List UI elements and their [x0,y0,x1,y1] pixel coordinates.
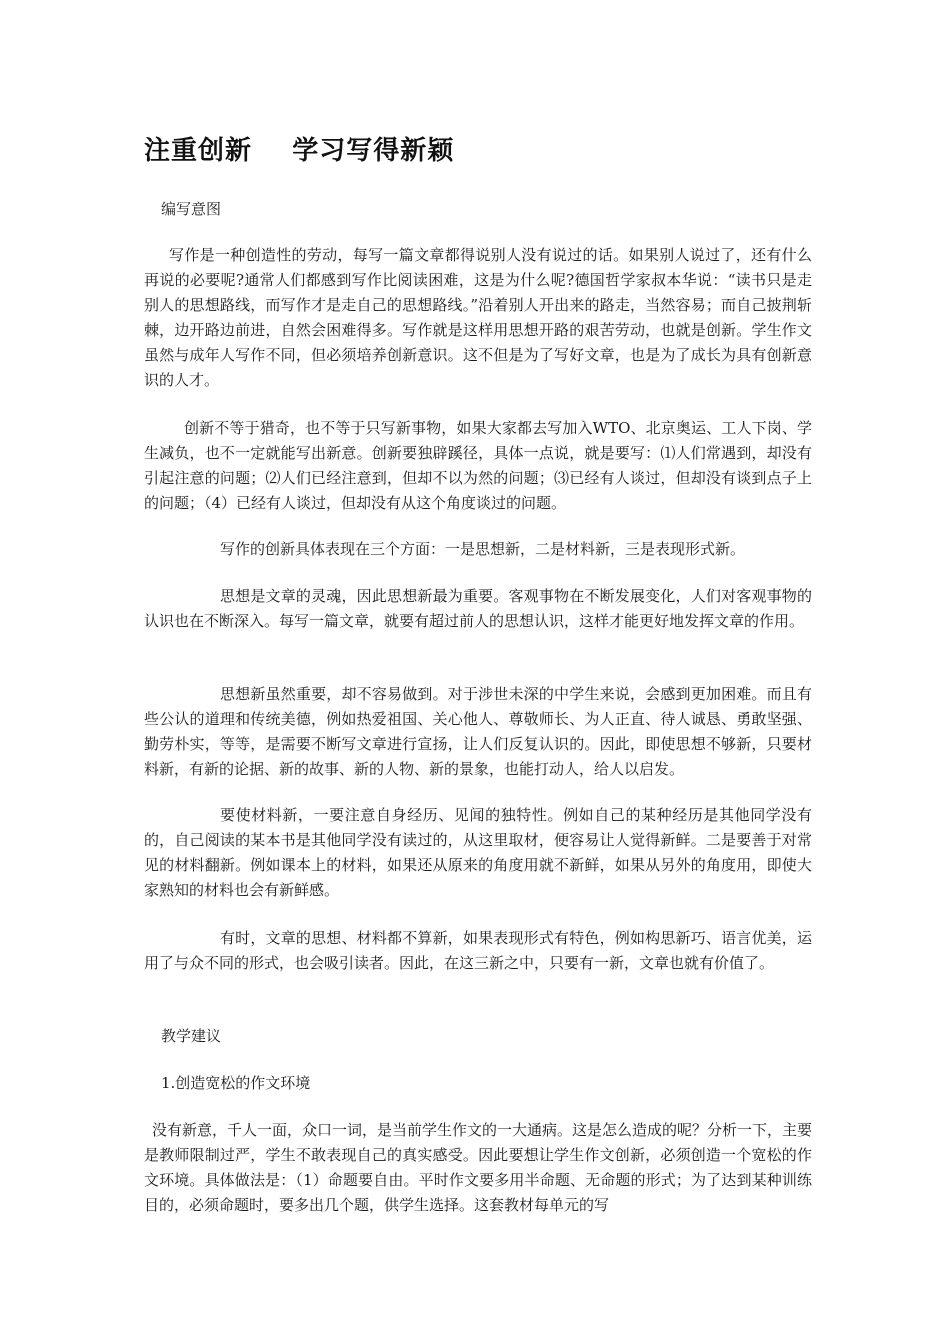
subheading-environment: 1.创造宽松的作文环境 [161,1074,311,1092]
paragraph-5: 思想新虽然重要，却不容易做到。对于涉世未深的中学生来说，会感到更加困难。而且有些公认的道理和传统美德，例如热爱祖国、关心他人、尊敬师长、为人正直、待人诚恳、勇敢坚强、勤劳朴实，等等，是需要不断写文章进行宣扬，让人们反复认识的。因此，即使思想不够新，只要材料新，有新的论据、新的故事、新的人物、新的景象，也能打动人，给人以启发。 [144,685,812,778]
section-heading-intent: 编写意图 [161,200,222,218]
paragraph-2: 创新不等于猎奇，也不等于只写新事物，如果大家都去写加入WTO、北京奥运、工人下岗、学生减负，也不一定就能写出新意。创新要独辟蹊径，具体一点说，就是要写：⑴人们常遇到，却没有引起注意的问题；⑵人们已经注意到，但却不以为然的问题；⑶已经有人谈过，但却没有谈到点子上的问题；（4）已经有人谈过，但却没有从这个角度谈过的问题。 [144,419,812,512]
paragraph-6: 要使材料新，一要注意自身经历、见闻的独特性。例如自己的某种经历是其他同学没有的，自己阅读的某本书是其他同学没有读过的，从这里取材，便容易让人觉得新鲜。二是要善于对常见的材料翻新。例如课本上的材料，如果还从原来的角度用就不新鲜，如果从另外的角度用，即使大家熟知的材料也会有新鲜感。 [144,806,812,899]
paragraph-1: 写作是一种创造性的劳动，每写一篇文章都得说别人没有说过的话。如果别人说过了，还有什么再说的必要呢?通常人们都感到写作比阅读困难，这是为什么呢?德国哲学家叔本华说：“读书只是走别人的思想路线，而写作才是走自己的思想路线。”沿着别人开出来的路走，当然容易；而自己披荆斩棘，边开路边前进，自然会困难得多。写作就是这样用思想开路的艰苦劳动，也就是创新。学生作文虽然与成年人写作不同，但必须培养创新意识。这不但是为了写好文章，也是为了成长为具有创新意识的人才。 [144,246,812,389]
paragraph-8: 没有新意，千人一面，众口一词，是当前学生作文的一大通病。这是怎么造成的呢？分析一下，主要是教师限制过严，学生不敢表现自己的真实感受。因此要想让学生作文创新，必须创造一个宽松的作文环境。具体做法是：（1）命题要自由。平时作文要多用半命题、无命题的形式；为了达到某种训练目的，必须命题时，要多出几个题，供学生选择。这套教材每单元的写 [144,1121,813,1214]
document-title: 注重创新 学习写得新颖 [144,136,455,166]
paragraph-3: 写作的创新具体表现在三个方面：一是思想新，二是材料新，三是表现形式新。 [220,540,746,558]
paragraph-4: 思想是文章的灵魂，因此思想新最为重要。客观事物在不断发展变化，人们对客观事物的认识也在不断深入。每写一篇文章，就要有超过前人的思想认识，这样才能更好地发挥文章的作用。 [144,587,812,630]
paragraph-7: 有时，文章的思想、材料都不算新，如果表现形式有特色，例如构思新巧、语言优美，运用了与众不同的形式，也会吸引读者。因此，在这三新之中，只要有一新，文章也就有价值了。 [144,929,812,972]
section-heading-suggestion: 教学建议 [161,1027,222,1045]
